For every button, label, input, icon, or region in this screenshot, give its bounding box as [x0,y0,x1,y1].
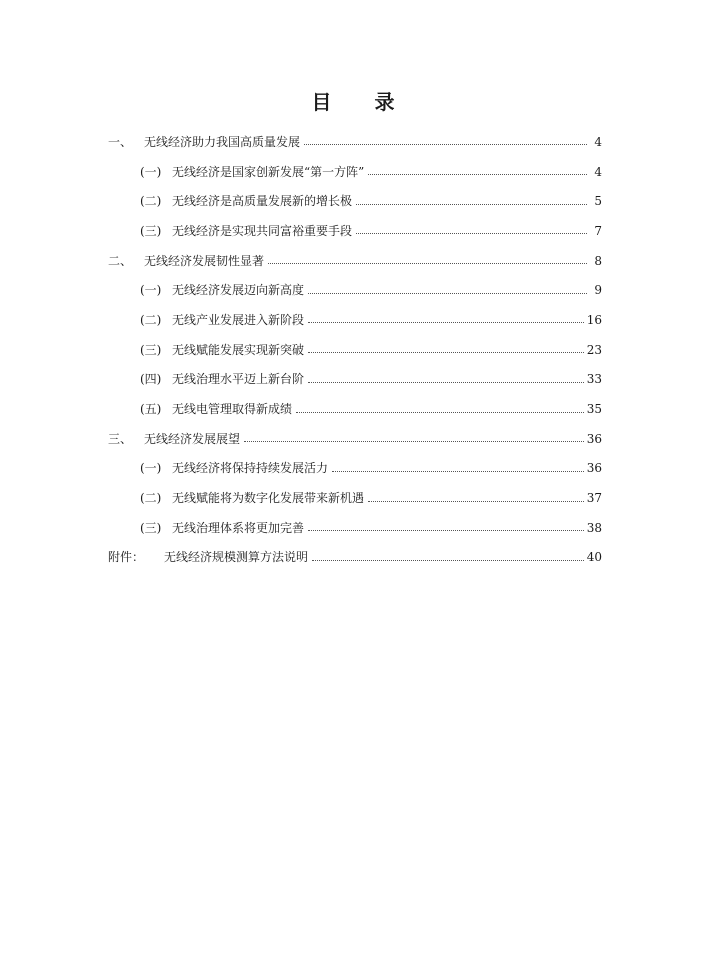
toc-page-number: 4 [594,164,602,179]
toc-page-number: 38 [586,520,602,535]
toc-entry[interactable] [140,335,602,365]
toc-dot-leader [308,322,584,323]
toc-entry-text: 无线经济是高质量发展新的增长极 [172,194,353,209]
toc-list [0,127,710,572]
toc-page-number: 33 [586,372,602,387]
toc-entry-text: 无线经济是实现共同富裕重要手段 [172,223,353,238]
toc-entry-text: 无线经济发展展望 [144,431,241,446]
toc-dot-leader [304,144,587,145]
toc-entry[interactable] [140,483,602,513]
toc-entry-number: (四) [140,372,162,387]
toc-dot-leader [296,412,584,413]
toc-entry-number: (二) [140,194,162,209]
toc-entry[interactable] [140,365,602,395]
toc-entry-number: 一、 [108,134,133,149]
toc-page-number: 36 [586,431,602,446]
toc-entry-number: (二) [140,312,162,327]
toc-entry-text: 无线产业发展进入新阶段 [172,312,305,327]
toc-dot-leader [356,233,587,234]
toc-entry[interactable] [108,246,602,276]
toc-page-number: 16 [586,312,602,327]
toc-page-number: 37 [586,491,602,506]
toc-dot-leader [308,530,584,531]
toc-entry-text: 无线赋能将为数字化发展带来新机遇 [172,491,365,506]
toc-entry[interactable] [140,216,602,246]
toc-entry-number: 附件： [108,550,145,565]
toc-entry-number: (二) [140,491,162,506]
toc-entry-text: 无线治理水平迈上新台阶 [172,372,305,387]
toc-page-number: 8 [594,253,602,268]
toc-dot-leader [268,263,587,264]
toc-entry-number: (五) [140,402,162,417]
toc-entry-appendix[interactable] [108,543,602,573]
toc-page-number: 23 [586,342,602,357]
toc-entry[interactable] [140,186,602,216]
toc-entry-number: (三) [140,342,162,357]
toc-entry[interactable] [140,275,602,305]
toc-dot-leader [368,501,584,502]
toc-dot-leader [356,204,587,205]
toc-page-number: 5 [594,194,602,209]
toc-dot-leader [308,382,584,383]
toc-entry[interactable] [140,454,602,484]
toc-entry-number: 三、 [108,431,133,446]
toc-entry-number: (一) [140,283,162,298]
toc-entry-text: 无线经济规模测算方法说明 [164,550,309,565]
toc-page-number: 35 [586,402,602,417]
toc-entry-text: 无线赋能发展实现新突破 [172,342,305,357]
toc-entry[interactable] [140,305,602,335]
toc-entry-text: 无线经济将保持持续发展活力 [172,461,329,476]
toc-dot-leader [308,352,584,353]
toc-entry-number: (三) [140,520,162,535]
toc-dot-leader [308,293,587,294]
toc-entry[interactable] [108,127,602,157]
toc-entry-number: 二、 [108,253,133,268]
toc-title: 目 录 [311,90,413,114]
toc-entry-number: (三) [140,223,162,238]
toc-dot-leader [312,560,584,561]
toc-page-number: 9 [594,283,602,298]
toc-entry-text: 无线经济发展韧性显著 [144,253,265,268]
toc-entry-text: 无线经济助力我国高质量发展 [144,134,301,149]
toc-entry[interactable] [140,513,602,543]
toc-page-number: 4 [594,134,602,149]
toc-entry-text: 无线电管理取得新成绩 [172,402,293,417]
toc-page-number: 40 [586,550,602,565]
toc-entry[interactable] [108,424,602,454]
toc-entry-text: 无线治理体系将更加完善 [172,520,305,535]
toc-entry[interactable] [140,157,602,187]
toc-page-number: 36 [586,461,602,476]
toc-dot-leader [332,471,584,472]
toc-entry[interactable] [140,394,602,424]
toc-dot-leader [368,174,587,175]
toc-entry-text: 无线经济是国家创新发展“第一方阵” [172,164,365,179]
toc-dot-leader [244,441,584,442]
toc-entry-number: (一) [140,164,162,179]
toc-entry-number: (一) [140,461,162,476]
toc-entry-text: 无线经济发展迈向新高度 [172,283,305,298]
toc-page-number: 7 [594,223,602,238]
